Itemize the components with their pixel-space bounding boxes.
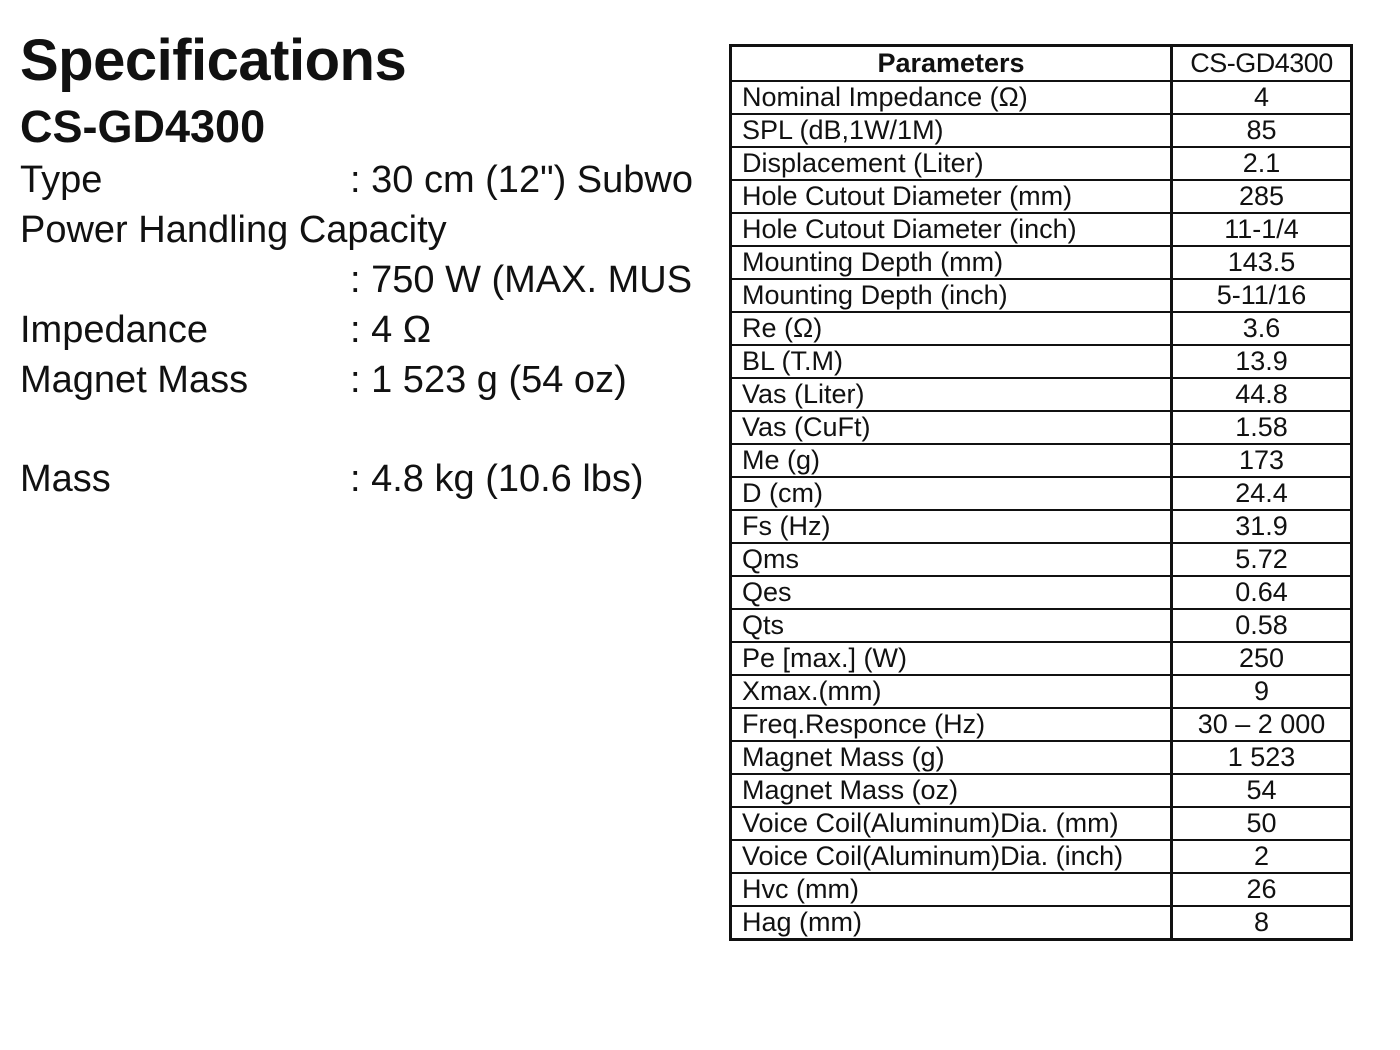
parameter-value-cell: 24.4 — [1172, 477, 1352, 510]
parameter-value-cell: 2.1 — [1172, 147, 1352, 180]
parameter-name-cell: Hole Cutout Diameter (mm) — [731, 180, 1172, 213]
parameter-name-cell: Mounting Depth (inch) — [731, 279, 1172, 312]
spec-value-power-handling: : 750 W (MAX. MUS — [350, 259, 693, 301]
table-row — [731, 411, 1352, 444]
parameter-name-cell: Qts — [731, 609, 1172, 642]
model-name: CS-GD4300 — [20, 101, 266, 152]
spec-label-power-handling: Power Handling Capacity — [20, 209, 447, 251]
spec-value-impedance: : 4 Ω — [350, 309, 432, 351]
column-header-model: CS-GD4300 — [1172, 46, 1352, 82]
parameter-value-cell: 173 — [1172, 444, 1352, 477]
parameter-value-cell: 8 — [1172, 906, 1352, 940]
table-row — [731, 213, 1352, 246]
table-row — [731, 510, 1352, 543]
table-row — [731, 774, 1352, 807]
parameter-name-cell: Hvc (mm) — [731, 873, 1172, 906]
table-row — [731, 840, 1352, 873]
table-row — [731, 279, 1352, 312]
table-row — [731, 378, 1352, 411]
parameter-name-cell: Qms — [731, 543, 1172, 576]
parameter-name-cell: Xmax.(mm) — [731, 675, 1172, 708]
spec-label-magnet-mass: Magnet Mass — [20, 359, 249, 401]
parameter-value-cell: 31.9 — [1172, 510, 1352, 543]
parameter-value-cell: 50 — [1172, 807, 1352, 840]
table-row — [731, 444, 1352, 477]
parameter-name-cell: Magnet Mass (oz) — [731, 774, 1172, 807]
parameter-value-cell: 250 — [1172, 642, 1352, 675]
parameter-value-cell: 143.5 — [1172, 246, 1352, 279]
table-row — [731, 873, 1352, 906]
parameter-value-cell: 54 — [1172, 774, 1352, 807]
parameter-name-cell: Qes — [731, 576, 1172, 609]
parameter-value-cell: 85 — [1172, 114, 1352, 147]
table-row — [731, 312, 1352, 345]
parameter-name-cell: BL (T.M) — [731, 345, 1172, 378]
parameter-name-cell: Hole Cutout Diameter (inch) — [731, 213, 1172, 246]
spec-label-mass: Mass — [20, 458, 111, 500]
parameter-value-cell: 0.64 — [1172, 576, 1352, 609]
parameter-value-cell: 285 — [1172, 180, 1352, 213]
table-row — [731, 642, 1352, 675]
spec-label-type: Type — [20, 159, 103, 201]
parameter-value-cell: 13.9 — [1172, 345, 1352, 378]
table-row — [731, 708, 1352, 741]
table-row — [731, 246, 1352, 279]
table-row — [731, 147, 1352, 180]
parameter-name-cell: SPL (dB,1W/1M) — [731, 114, 1172, 147]
table-row — [731, 576, 1352, 609]
parameter-name-cell: Vas (Liter) — [731, 378, 1172, 411]
parameter-name-cell: Magnet Mass (g) — [731, 741, 1172, 774]
table-row — [731, 609, 1352, 642]
spec-value-mass: : 4.8 kg (10.6 lbs) — [350, 458, 644, 500]
parameter-name-cell: Nominal Impedance (Ω) — [731, 81, 1172, 114]
parameter-value-cell: 0.58 — [1172, 609, 1352, 642]
table-header-row — [731, 46, 1352, 82]
parameter-name-cell: Re (Ω) — [731, 312, 1172, 345]
table-row — [731, 906, 1352, 940]
parameter-value-cell: 2 — [1172, 840, 1352, 873]
table-row — [731, 741, 1352, 774]
parameter-name-cell: Fs (Hz) — [731, 510, 1172, 543]
parameter-name-cell: D (cm) — [731, 477, 1172, 510]
specifications-section — [20, 0, 720, 1050]
parameter-value-cell: 26 — [1172, 873, 1352, 906]
spec-label-impedance: Impedance — [20, 309, 209, 351]
parameter-value-cell: 5.72 — [1172, 543, 1352, 576]
parameter-value-cell: 1.58 — [1172, 411, 1352, 444]
parameter-value-cell: 44.8 — [1172, 378, 1352, 411]
parameter-name-cell: Pe [max.] (W) — [731, 642, 1172, 675]
spec-value-magnet-mass: : 1 523 g (54 oz) — [350, 359, 627, 401]
parameter-value-cell: 1 523 — [1172, 741, 1352, 774]
table-row — [731, 543, 1352, 576]
parameters-table-container — [729, 44, 1350, 941]
table-row — [731, 675, 1352, 708]
parameter-name-cell: Displacement (Liter) — [731, 147, 1172, 180]
table-row — [731, 477, 1352, 510]
parameter-name-cell: Voice Coil(Aluminum)Dia. (mm) — [731, 807, 1172, 840]
table-row — [731, 345, 1352, 378]
parameter-name-cell: Hag (mm) — [731, 906, 1172, 940]
parameter-value-cell: 9 — [1172, 675, 1352, 708]
spec-value-type: : 30 cm (12") Subwo — [350, 159, 693, 201]
table-row — [731, 114, 1352, 147]
parameter-value-cell: 3.6 — [1172, 312, 1352, 345]
table-row — [731, 180, 1352, 213]
parameter-name-cell: Me (g) — [731, 444, 1172, 477]
page-title: Specifications — [20, 28, 407, 93]
parameter-value-cell: 5-11/16 — [1172, 279, 1352, 312]
parameter-name-cell: Freq.Responce (Hz) — [731, 708, 1172, 741]
parameter-value-cell: 11-1/4 — [1172, 213, 1352, 246]
table-body — [731, 81, 1352, 940]
parameter-value-cell: 30 – 2 000 — [1172, 708, 1352, 741]
parameter-name-cell: Voice Coil(Aluminum)Dia. (inch) — [731, 840, 1172, 873]
parameter-name-cell: Vas (CuFt) — [731, 411, 1172, 444]
table-row — [731, 81, 1352, 114]
parameter-value-cell: 4 — [1172, 81, 1352, 114]
parameters-table — [729, 44, 1353, 941]
parameter-name-cell: Mounting Depth (mm) — [731, 246, 1172, 279]
column-header-parameters: Parameters — [731, 46, 1172, 82]
table-row — [731, 807, 1352, 840]
